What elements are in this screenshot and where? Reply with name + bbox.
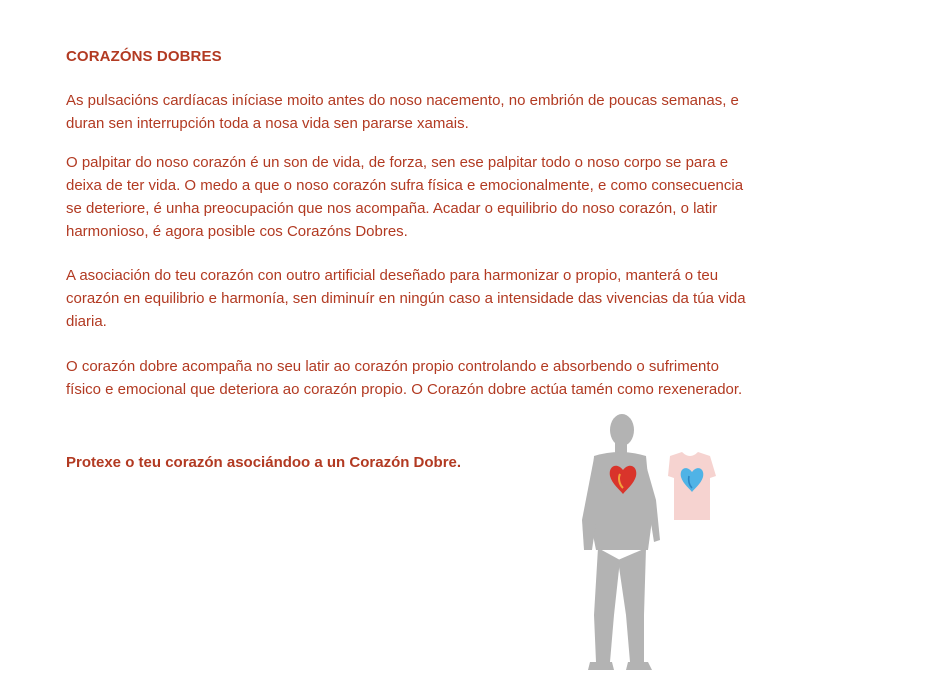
page-title: CORAZÓNS DOBRES bbox=[66, 48, 222, 65]
shirt-with-blue-heart bbox=[668, 452, 716, 520]
paragraph-3: A asociación do teu corazón con outro artificial deseñado para harmonizar o propio, manterá o teu corazón en equilibrio e harmonía, sen diminuír en ningún caso a intensidade das vivencias da túa vida diaria. bbox=[66, 267, 746, 330]
closing-statement: Protexe o teu corazón asociándoo a un Corazón Dobre. bbox=[66, 454, 462, 471]
human-silhouette bbox=[582, 414, 660, 670]
double-heart-illustration bbox=[560, 400, 740, 680]
paragraph-4: O corazón dobre acompaña no seu latir ao corazón propio controlando e absorbendo o sufrimento físico e emocional que deteriora ao corazón propio. O Corazón dobre actúa tamén como rexenerador. bbox=[66, 358, 743, 398]
paragraph-1: As pulsacións cardíacas iníciase moito antes do noso nacemento, no embrión de poucas semanas, e duran sen interrupción toda a nosa vida sen pararse xamais. bbox=[66, 92, 739, 132]
paragraph-2: O palpitar do noso corazón é un son de vida, de forza, sen ese palpitar todo o noso corpo se para e deixa de ter vida. O medo a que o noso corazón sufra física e emocionalmente, e como consecuencia se deteriore, é unha preocupación que nos acompaña. Acadar o equilibrio do noso corazón, o latir harmonioso, é agora posible cos Corazóns Dobres. bbox=[66, 154, 744, 240]
